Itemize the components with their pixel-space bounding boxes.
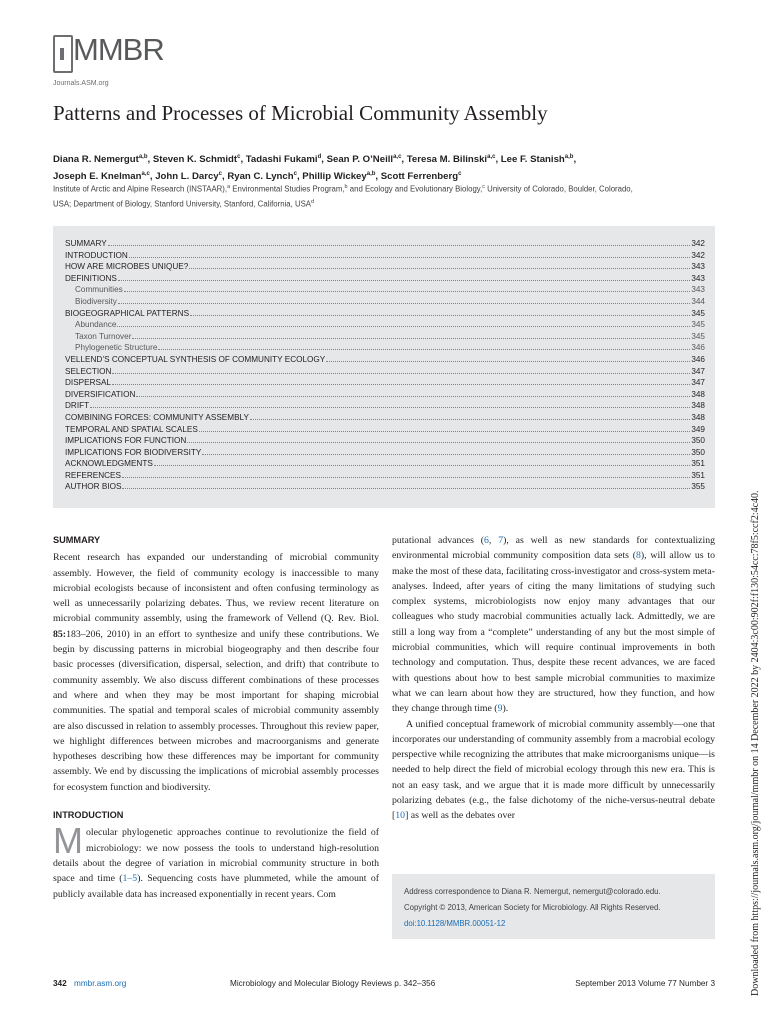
toc-label: IMPLICATIONS FOR BIODIVERSITY: [65, 447, 202, 457]
intro-continued-paragraph: putational advances (6, 7), as well as new standards for contextualizing environmental microbial community composition data sets (8), will allow us to make the most of these data, facilitating cross-investigator and cross-system meta-analyses. Indeed, after years of citing the many limitations of studying such complex systems, microbiologists now enjoy many advantages that our colleagues who study macrobial communities actually lack. Admittedly, we are still a long way from a “complete” understanding of any but the most simple of microbial communities, which will require continual improvements in both technology and computation. Thus, despite these recent advances, we are faced with questions about how to best sample microbial communities to maximize what we can learn about how they are structured, how they function, and how they change through time (9).: [392, 535, 716, 715]
toc-leader-dots: [132, 331, 690, 339]
toc-leader-dots: [326, 354, 690, 362]
toc-leader-dots: [136, 389, 690, 397]
article-title: Patterns and Processes of Microbial Community Assembly: [53, 101, 548, 125]
toc-entry[interactable]: [65, 400, 705, 412]
toc-leader-dots: [90, 400, 690, 408]
author-affiliation-mark: c: [237, 154, 241, 160]
toc-entry[interactable]: [65, 308, 705, 320]
toc-entry[interactable]: [65, 377, 705, 389]
author-affiliation-mark: a,b: [564, 154, 574, 160]
citation-link[interactable]: 6: [484, 535, 489, 546]
toc-label: Taxon Turnover: [75, 331, 132, 341]
toc-page: 342: [691, 239, 705, 248]
toc-label: DRIFT: [65, 401, 90, 411]
citation-link[interactable]: 10: [395, 810, 406, 822]
author-name: Teresa M. Bilinski: [406, 154, 488, 166]
right-column: [392, 533, 715, 824]
toc-entry[interactable]: [65, 389, 705, 401]
doi-link[interactable]: doi:10.1128/MMBR.00051-12: [404, 919, 506, 928]
author-name: Phillip Wickey: [302, 171, 367, 183]
toc-leader-dots: [122, 481, 690, 489]
author-list: Diana R. Nemergut$^{a,b}$, Steven K. Schmidt$^c$, Tadashi Fukami$^d$, Sean P. O’Neill$^{a,c}$, Teresa M. Bilinski$^{a,c}$, Lee F. Stanish$^{a,b}$, Joseph E. Knelman$^{a,c}$, John L. Darcy$^c$, Ryan C. Lynch$^c$, Phillip Wickey$^{a,b}$, Scott Ferrenberg$^c$: [53, 154, 577, 183]
toc-entry[interactable]: [65, 273, 705, 285]
toc-page: 345: [691, 308, 705, 318]
author-affiliation-mark: a,c: [393, 154, 402, 160]
author-name: Joseph E. Knelman: [53, 171, 142, 183]
affiliations: Institute of Arctic and Alpine Research (INSTAAR),$^a$ Environmental Studies Program,$^b$ and Ecology and Evolutionary Biology,$^c$ University of Colorado, Boulder, Colorado, USA; Department of Biology, Stanford University, Stanford, California, USA$^d$: [53, 184, 633, 209]
toc-page: 342: [691, 250, 705, 260]
toc-entry[interactable]: [65, 447, 705, 459]
toc-entry[interactable]: [65, 261, 705, 273]
toc-label: DISPERSAL: [65, 378, 111, 388]
toc-leader-dots: [112, 377, 690, 385]
asm-emblem-icon: [53, 35, 73, 73]
toc-entry[interactable]: [65, 366, 705, 378]
toc-page: 343: [691, 262, 705, 272]
toc-entry[interactable]: [65, 424, 705, 436]
toc-label: SUMMARY: [65, 239, 107, 248]
author-affiliation-mark: c: [218, 171, 222, 178]
citation-link[interactable]: 7: [498, 535, 504, 546]
toc-label: HOW ARE MICROBES UNIQUE?: [65, 262, 189, 272]
toc-entry[interactable]: [65, 284, 705, 296]
table-of-contents: [53, 226, 715, 508]
toc-entry[interactable]: [65, 458, 705, 470]
toc-page: 346: [691, 343, 705, 353]
toc-leader-dots: [187, 435, 690, 443]
drop-cap: M: [53, 820, 83, 862]
issue-info: September 2013 Volume 77 Number 3: [575, 979, 715, 988]
toc-leader-dots: [189, 261, 690, 269]
toc-leader-dots: [129, 250, 691, 258]
toc-leader-dots: [190, 308, 690, 316]
toc-page: 348: [691, 412, 705, 422]
citation-link[interactable]: 1–5: [122, 873, 138, 885]
copyright-notice: Copyright © 2013, American Society for Microbiology. All Rights Reserved.: [404, 903, 661, 912]
toc-entry[interactable]: [65, 470, 705, 482]
toc-entry[interactable]: [65, 250, 705, 262]
correspondence-box: [392, 874, 715, 939]
author-name: Lee F. Stanish: [500, 154, 565, 166]
toc-entry[interactable]: [65, 331, 705, 343]
author-affiliation-mark: a,b: [366, 171, 376, 178]
toc-leader-dots: [118, 273, 690, 281]
author-affiliation-mark: d: [317, 154, 322, 160]
toc-list: [65, 238, 705, 493]
author-name: Scott Ferrenberg: [380, 171, 459, 183]
toc-leader-dots: [117, 319, 690, 327]
toc-leader-dots: [250, 412, 690, 420]
toc-page: 350: [691, 436, 705, 446]
download-sidebar: [738, 470, 761, 996]
toc-label: Abundance: [75, 320, 117, 330]
logo-subtext: Journals.ASM.org: [53, 80, 109, 87]
toc-label: AUTHOR BIOS: [65, 482, 122, 492]
toc-leader-dots: [112, 366, 690, 374]
author-affiliation-mark: a,c: [487, 154, 496, 160]
toc-label: Phylogenetic Structure: [75, 343, 158, 353]
journal-site-link[interactable]: mmbr.asm.org: [74, 979, 127, 988]
author-name: Sean P. O’Neill: [326, 154, 394, 166]
toc-label: INTRODUCTION: [65, 250, 128, 260]
toc-entry[interactable]: [65, 342, 705, 354]
author-name: Steven K. Schmidt: [152, 154, 238, 166]
author-affiliation-mark: a,b: [138, 154, 148, 160]
toc-page: 347: [691, 378, 705, 388]
toc-label: DIVERSIFICATION: [65, 389, 136, 399]
author-affiliation-mark: c: [293, 171, 297, 178]
toc-entry[interactable]: [65, 481, 705, 493]
author-name: Diana R. Nemergut: [53, 154, 139, 166]
toc-label: REFERENCES: [65, 470, 121, 480]
author-affiliation-mark: c: [458, 171, 462, 178]
author-affiliation-mark: a,c: [141, 171, 150, 178]
toc-leader-dots: [158, 342, 690, 350]
toc-leader-dots: [154, 458, 691, 466]
toc-label: COMBINING FORCES: COMMUNITY ASSEMBLY: [65, 412, 249, 422]
toc-page: 345: [691, 320, 705, 330]
toc-entry[interactable]: [65, 412, 705, 424]
toc-entry[interactable]: [65, 296, 705, 308]
toc-label: IMPLICATIONS FOR FUNCTION: [65, 436, 187, 446]
summary-paragraph: Recent research has expanded our understanding of microbial community assembly. However, the field of community ecology is inaccessible to many microbial ecologists because of inconsistent and often confusing terminology as well as unnecessarily polarizing debates. Thus, we review recent literature on microbial community assembly, using the framework of Vellend (Q. Rev. Biol. 85:183–206, 2010) in an effort to synthesize and unify these contributions. We begin by discussing patterns in microbial biogeography and then describe four basic processes (diversification, dispersal, selection, and drift) that contribute to community assembly. We also discuss different combinations of these processes and where and when they may be most important for shaping microbial communities. The spatial and temporal scales of microbial community assembly are also discussed in relation to assembly processes. Throughout this review paper, we highlight differences between microbes and macroorganisms and generate hypotheses describing how these differences may be important for community assembly. We end by discussing the implications of microbial assembly processes for ecosystem function and biodiversity.: [53, 552, 379, 793]
toc-label: VELLEND’S CONCEPTUAL SYNTHESIS OF COMMUNITY ECOLOGY: [65, 354, 326, 364]
introduction-paragraph: Molecular phylogenetic approaches continue to revolutionize the field of microbiology: we now possess the tools to understand high-resolution details about the degree of variation in microbial community structure in both space and time (1–5). Sequencing costs have plummeted, while the amount of publicly available data has increased exponentially in recent years. Com: [53, 820, 379, 900]
page-number: 342: [53, 979, 67, 988]
toc-page: 345: [691, 331, 705, 341]
toc-entry[interactable]: [65, 319, 705, 331]
toc-page: 344: [691, 296, 705, 306]
left-column: [53, 533, 379, 902]
toc-page: 348: [691, 389, 705, 399]
toc-leader-dots: [108, 238, 691, 246]
toc-page: 347: [691, 366, 705, 376]
toc-entry[interactable]: [65, 238, 705, 250]
toc-page: 346: [691, 354, 705, 364]
toc-label: BIOGEOGRAPHICAL PATTERNS: [65, 308, 190, 318]
page-footer: [53, 979, 715, 991]
toc-page: 343: [691, 273, 705, 283]
author-name: Ryan C. Lynch: [227, 171, 294, 183]
toc-label: Communities: [75, 285, 123, 295]
toc-label: ACKNOWLEDGMENTS: [65, 459, 153, 469]
logo-text: MMBR: [73, 32, 164, 67]
toc-leader-dots: [124, 284, 691, 292]
citation-link[interactable]: 8: [636, 550, 641, 562]
toc-label: DEFINITIONS: [65, 273, 117, 283]
toc-leader-dots: [118, 296, 690, 304]
citation-link[interactable]: 9: [497, 703, 503, 715]
toc-leader-dots: [199, 424, 690, 432]
toc-page: 351: [691, 459, 705, 469]
toc-label: TEMPORAL AND SPATIAL SCALES: [65, 424, 198, 434]
framework-paragraph: A unified conceptual framework of microbial community assembly—one that incorporates our understanding of community assembly from a macrobial ecology perspective while recognizing the attributes that make microorganisms unique—is needed to help direct the field of microbial ecology through this new era. This is not an easy task, and we argue that it is made more difficult by unnecessarily polarizing debates (e.g., the false dichotomy of the niche-versus-neutral debate [10] as well as the debates over: [392, 718, 715, 822]
toc-page: 343: [691, 285, 705, 295]
correspondence-address: Address correspondence to Diana R. Nemergut, nemergut@colorado.edu.: [404, 887, 661, 896]
toc-page: 348: [691, 401, 705, 411]
toc-entry[interactable]: [65, 354, 705, 366]
toc-page: 351: [691, 470, 705, 480]
toc-label: SELECTION: [65, 366, 112, 376]
toc-leader-dots: [122, 470, 690, 478]
introduction-heading: INTRODUCTION: [53, 810, 124, 821]
author-name: John L. Darcy: [155, 171, 219, 183]
toc-page: 355: [691, 482, 705, 492]
toc-entry[interactable]: [65, 435, 705, 447]
journal-logo: [53, 33, 163, 95]
download-note: Downloaded from https://journals.asm.org/journal/mmbr on 14 December 2022 by 2404:3c00:902f:f130:54cc:78f5:ccf2:4c40.: [750, 490, 761, 996]
summary-heading: SUMMARY: [53, 535, 101, 545]
toc-leader-dots: [202, 447, 690, 455]
author-name: Tadashi Fukami: [245, 154, 318, 166]
toc-label: Biodiversity: [75, 296, 117, 306]
journal-pages: Microbiology and Molecular Biology Reviews p. 342–356: [230, 979, 436, 988]
toc-page: 349: [691, 424, 705, 434]
toc-page: 350: [691, 447, 705, 457]
